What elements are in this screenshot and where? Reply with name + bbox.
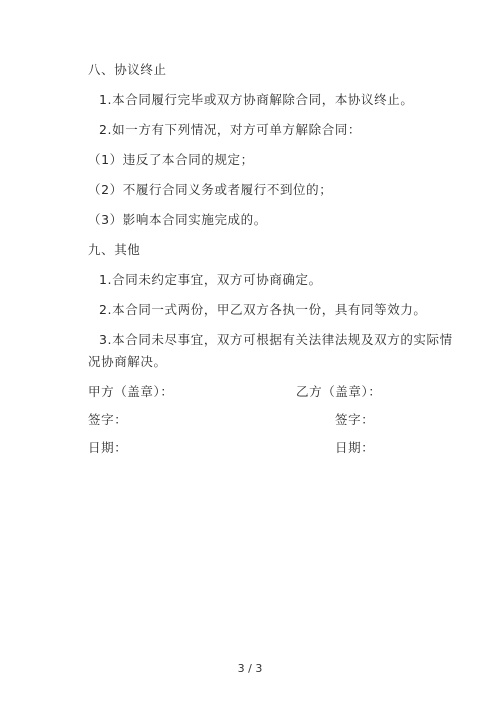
party-a-date-label: 日期： xyxy=(88,440,128,455)
section-8-sub-3: （3）影响本合同实施完成的。 xyxy=(88,212,267,227)
section-8-sub-1: （1）违反了本合同的规定； xyxy=(88,152,254,167)
section-9-item-1: 1.合同未约定事宜，双方可协商确定。 xyxy=(99,272,322,287)
party-b-signature-label: 签字： xyxy=(335,412,375,427)
party-b-seal-label: 乙方（盖章）： xyxy=(296,384,382,399)
section-9-item-2: 2.本合同一式两份，甲乙双方各执一份，具有同等效力。 xyxy=(99,302,427,317)
section-9-item-3-line-2: 况协商解决。 xyxy=(88,354,167,369)
page-number: 3 / 3 xyxy=(237,662,263,675)
section-8-item-2: 2.如一方有下列情况，对方可单方解除合同： xyxy=(99,122,362,137)
section-8-item-1: 1.本合同履行完毕或双方协商解除合同，本协议终止。 xyxy=(99,92,414,107)
section-8-sub-2: （2）不履行合同义务或者履行不到位的； xyxy=(88,182,333,197)
section-9-item-3-line-1: 3.本合同未尽事宜，双方可根据有关法律法规及双方的实际情 xyxy=(99,332,453,347)
party-b-date-label: 日期： xyxy=(335,440,375,455)
section-8-heading: 八、协议终止 xyxy=(88,62,167,77)
party-a-seal-label: 甲方（盖章）： xyxy=(88,384,174,399)
section-9-heading: 九、其他 xyxy=(88,242,141,257)
party-a-signature-label: 签字： xyxy=(88,412,128,427)
